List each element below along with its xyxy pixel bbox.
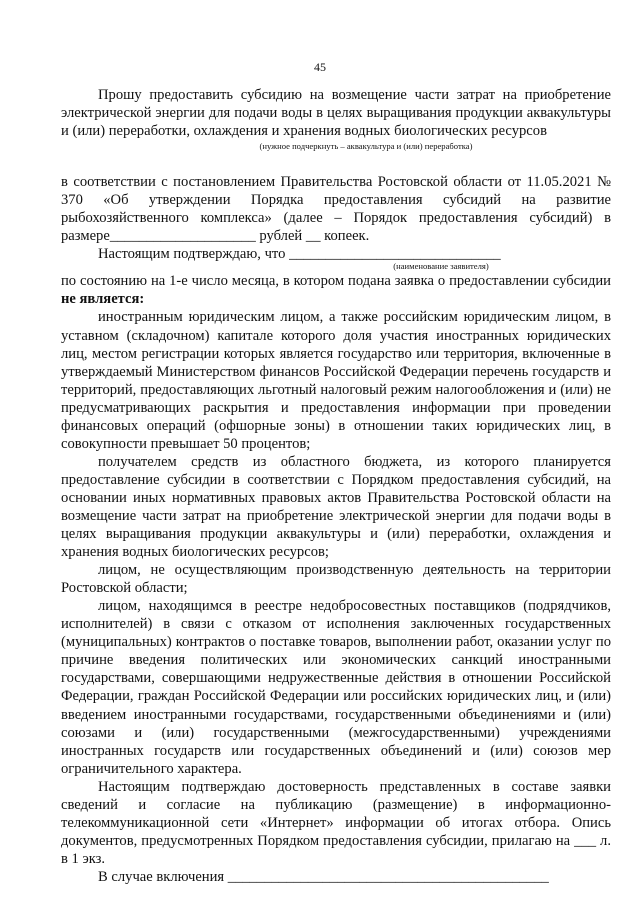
subsidy-request-paragraph: Прошу предоставить субсидию на возмещение части затрат на приобретение электрической энергии для подачи воды в целях выращивания продукции аквакультуры и (или) переработки, охлаждения и хранения водных биологических ресурсов bbox=[61, 87, 611, 140]
supplier-registry-item: лицом, находящимся в реестре недобросовестных поставщиков (подрядчиков, исполнителей) в связи с отказом от исполнения заключенных государственных (муниципальных) контрактов о поставке товаров, выполнении работ, оказании услуг по причине введения политических или экономических санкций иностранными государствами, совершающими недружественные действия в отношении Российской Федерации, граждан Российской Федерации или российских юридических лиц, и (или) введением иностранными государствами, государственными объединениями и (или) союзами и (или) государственными (межгосударственными) учреждениями иностранных государств или государственных объединений и (или) союзов мер ограничительного характера. bbox=[61, 598, 611, 777]
choice-note: (нужное подчеркнуть – аквакультура и (или) переработка) bbox=[259, 141, 473, 152]
foreign-entity-item: иностранным юридическим лицом, а также российским юридическим лицом, в уставном (складочном) капитале которого доля участия иностранных юридических лиц, местом регистрации которых является государство или территория, включенные в утверждаемый Министерством финансов Российской Федерации перечень государств и территорий, предоставляющих льготный налоговый режим налогообложения и (или) не предусматривающих раскрытия и предоставления информации при проведении финансовых операций (офшорные зоны) в отношении таких юридических лиц, в совокупности превышает 50 процентов; bbox=[61, 309, 611, 452]
document-body bbox=[61, 86, 611, 886]
regulation-paragraph: в соответствии с постановлением Правительства Ростовской области от 11.05.2021 № 370 «Об утверждении Порядка предоставления субсидий на развитие рыбохозяйственного комплекса» (далее – Порядок предоставления субсидий) в размере____________________ рублей __ копеек. bbox=[61, 174, 611, 245]
applicant-name-note: (наименование заявителя) bbox=[393, 261, 489, 272]
consent-paragraph: Настоящим подтверждаю достоверность представленных в составе заявки сведений и согласие на публикацию (размещение) в информационно-телекоммуникационной сети «Интернет» информации об итогах отбора. Опись документов, предусмотренных Порядком предоставления субсидии, прилагаю на ___ л. в 1 экз. bbox=[61, 778, 611, 867]
confirmation-line: Настоящим подтверждаю, что _____________________________ bbox=[98, 246, 501, 263]
production-activity-item: лицом, не осуществляющим производственную деятельность на территории Ростовской области; bbox=[61, 562, 611, 597]
status-text: по состоянию на 1-е число месяца, в котором подана заявка о предоставлении субсидии bbox=[61, 273, 611, 290]
regional-budget-item: получателем средств из областного бюджета, из которого планируется предоставление субсидии в соответствии с Порядком предоставления субсидий, на основании иных нормативных правовых актов Правительства Ростовской области на возмещение части затрат на приобретение электрической энергии для подачи воды в целях выращивания продукции аквакультуры и (или) переработки, охлаждения и хранения водных биологических ресурсов; bbox=[61, 453, 611, 561]
page-number: 45 bbox=[314, 60, 326, 74]
status-bold-text: не является: bbox=[61, 291, 145, 308]
inclusion-paragraph: В случае включения ____________________________________________ bbox=[98, 868, 549, 885]
status-paragraph bbox=[61, 272, 611, 308]
